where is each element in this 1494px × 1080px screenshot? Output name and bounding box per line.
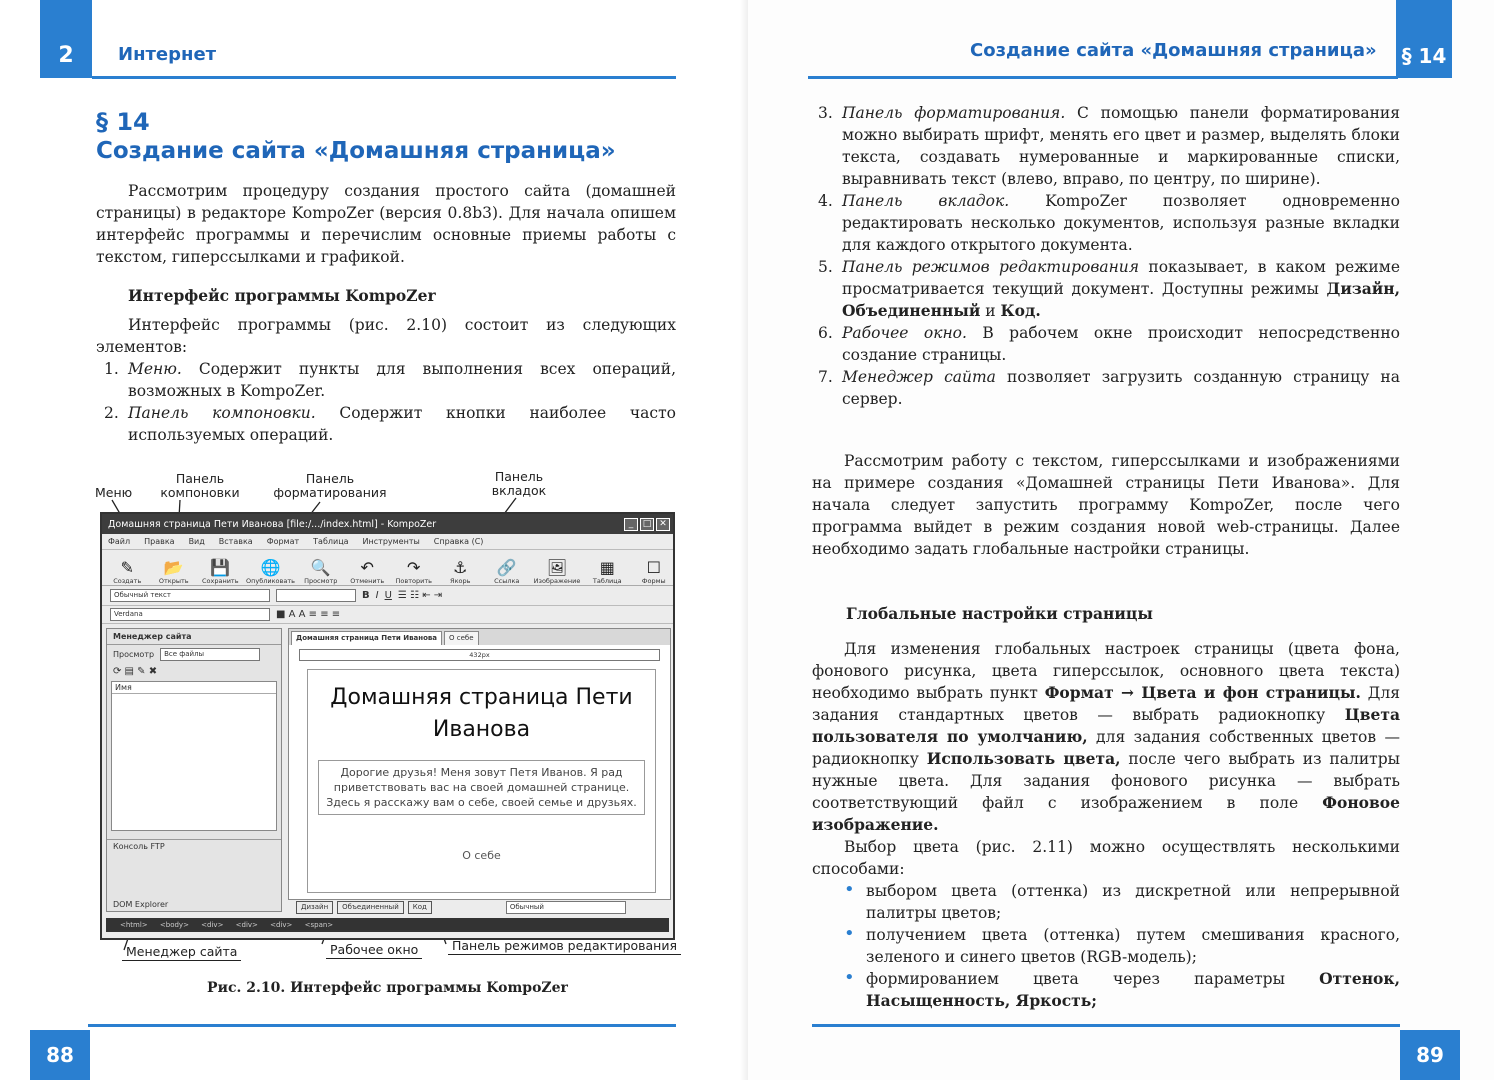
page-number-right: 89 [1400, 1030, 1460, 1080]
document-canvas[interactable] [307, 669, 656, 893]
mode-code[interactable]: Код [408, 901, 432, 914]
section-title: Создание сайта «Домашняя страница» [96, 138, 616, 164]
bold-icon[interactable]: B [362, 590, 370, 601]
p2-b: Формат → Цвета и фон страницы. [1044, 683, 1361, 702]
site-file-list[interactable] [111, 681, 277, 831]
paragraph-intro-right [812, 450, 1400, 560]
color-icon[interactable]: ■ A A ≡ ≡ ≡ [276, 609, 341, 620]
tool-icon: ⚓ [453, 558, 468, 577]
style-combo[interactable]: Обычный текст [110, 589, 270, 602]
mode-design[interactable]: Дизайн [296, 901, 333, 914]
list-item-number: 1. [104, 360, 119, 378]
tool-label: Просмотр [304, 577, 338, 585]
tool-label: Опубликовать [246, 577, 295, 585]
empty-combo[interactable] [276, 589, 356, 602]
tool-button[interactable] [201, 559, 240, 585]
menu-file[interactable]: Файл [108, 537, 131, 546]
bullet-text: выбором цвета (оттенка) из дискретной или непрерывной палитры цветов; [866, 882, 1400, 922]
tab-home-page[interactable]: Домашняя страница Пети Иванова [291, 631, 442, 645]
tab-about[interactable]: О себе [444, 631, 479, 645]
tool-icon: 💾 [210, 558, 231, 577]
para2 [812, 638, 1400, 836]
doc-paragraph: Дорогие друзья! Меня зовут Петя Иванов. Я рад приветствовать вас на своей домашней странице. Здесь я расскажу вам о себе, своей семье и друзьях. [318, 760, 645, 815]
list-item [818, 256, 1400, 322]
tool-icon: ☐ [646, 558, 661, 577]
tool-icon: 🔍 [310, 558, 331, 577]
list-item-text: позволяет загрузить созданную страницу на сервер. [842, 368, 1401, 408]
list-item-term: Рабочее окно. [842, 324, 967, 342]
para1: Рассмотрим работу с текстом, гиперссылками и изображениями на примере создания «Домашней страницы Пети Иванова». Для начала следует запустить программу KompoZer, после чего программа выйдет в режим создания новой web-страницы. Далее необходимо задать глобальные настройки страницы. [812, 452, 1400, 558]
list-item-number: 2. [104, 404, 119, 422]
p2-e: для задания собственных цветов — радиокнопку [812, 728, 1401, 768]
app-menubar [102, 534, 673, 550]
intro-text: Рассмотрим процедуру создания простого сайта (домашней страницы) в редакторе KompoZer (версия 0.8b3). Для начала опишем интерфейс программы и перечислим основные приемы работы с текстом, гиперссылками и графикой. [96, 182, 676, 266]
figure-caption: Рис. 2.10. Интерфейс программы KompoZer [207, 980, 568, 996]
label-work-window: Рабочее окно [326, 942, 422, 959]
modes-code: Код. [1000, 301, 1041, 320]
bullet-item [812, 924, 1400, 968]
tool-label: Повторить [395, 577, 432, 585]
p2-c: Для задания стандартных цветов — выбрать радиокнопку [812, 684, 1400, 724]
view-label: Просмотр [113, 650, 155, 659]
tool-button[interactable] [488, 559, 527, 585]
menu-table[interactable]: Таблица [313, 537, 349, 546]
list-item-text: В рабочем окне происходит непосредственно создание страницы. [842, 324, 1401, 364]
tool-icon: ↷ [407, 558, 421, 577]
menu-tools[interactable]: Инструменты [362, 537, 420, 546]
tool-icon: ✎ [120, 558, 134, 577]
list-item-term: Меню. [128, 360, 182, 378]
mode-split[interactable]: Объединенный [337, 901, 404, 914]
maximize-icon[interactable]: □ [640, 518, 654, 531]
work-window [288, 628, 671, 900]
minimize-icon[interactable]: _ [624, 518, 638, 531]
tool-label: Формы [641, 577, 666, 585]
doc-heading: Домашняя страница Пети Иванова [330, 685, 633, 742]
tool-button[interactable] [588, 559, 627, 585]
running-head-left: Интернет [118, 44, 217, 65]
list-item-number: 3. [818, 104, 833, 122]
site-manager-panel [106, 628, 282, 912]
list-item [818, 190, 1400, 256]
list-item-number: 4. [818, 192, 833, 210]
tool-button[interactable] [248, 559, 294, 585]
menu-help[interactable]: Справка (С) [433, 537, 484, 546]
tool-label: Изображение [533, 577, 581, 585]
list-item [818, 322, 1400, 366]
bullet-bold: Оттенок, Насыщенность, Яркость; [866, 969, 1400, 1010]
modes-and: и [980, 302, 1001, 320]
list-item-number: 6. [818, 324, 833, 342]
list-item-term: Панель вкладок. [842, 192, 1010, 210]
page-number-left: 88 [30, 1030, 90, 1080]
menu-format[interactable]: Формат [266, 537, 300, 546]
composition-toolbar [102, 550, 673, 586]
tool-icon: 🔗 [496, 558, 517, 577]
tool-button[interactable] [155, 559, 194, 585]
header-rule-right [808, 76, 1398, 79]
label-tabs-panel: Панель вкладок [491, 469, 547, 498]
column-name: Имя [112, 682, 276, 694]
global-settings-text [812, 638, 1400, 1012]
list-item [818, 366, 1400, 410]
tool-label: Открыть [158, 577, 189, 585]
tool-icon: 📂 [163, 558, 184, 577]
mode-combo[interactable]: Обычный [506, 901, 626, 914]
tool-label: Таблица [592, 577, 622, 585]
list-item-term: Панель режимов редактирования [842, 258, 1140, 276]
list-item-term: Менеджер сайта [842, 368, 996, 386]
section-number: § 14 [96, 108, 150, 136]
app-title: Домашняя страница Пети Иванова [file:/.../index.html] - KompoZer [108, 518, 437, 530]
list-icon[interactable]: ☰ ☷ ⇤ ⇥ [397, 590, 443, 601]
p2-a: Для изменения глобальных настроек страницы (цвета фона, фонового рисунка, цвета гиперссылок, основного цвета текста) необходимо выбрать пункт [812, 640, 1400, 702]
edit-modes-bar [288, 900, 671, 914]
footer-rule-left [88, 1024, 676, 1027]
tool-button[interactable] [441, 559, 480, 585]
doc-link[interactable]: О себе [462, 849, 501, 862]
site-manager-icons[interactable]: ⟳ ▤ ✎ ✖ [113, 666, 158, 677]
label-layout-panel: Панель компоновки [160, 471, 240, 500]
tool-icon: ↶ [360, 558, 374, 577]
tool-label: Ссылка [494, 577, 520, 585]
right-list-block [818, 102, 1400, 410]
para3: Выбор цвета (рис. 2.11) можно осуществлять несколькими способами: [812, 838, 1400, 878]
menu-insert[interactable]: Вставка [218, 537, 253, 546]
list-item [818, 102, 1400, 190]
bullet-item [812, 968, 1400, 1012]
tool-icon: 🌐 [260, 558, 281, 577]
tool-button[interactable] [534, 559, 580, 585]
app-titlebar [102, 514, 673, 534]
site-manager-title: Менеджер сайта [107, 629, 281, 645]
tool-icon: ▦ [599, 558, 615, 577]
width-ruler: 432px [299, 649, 660, 661]
tool-label: Сохранить [201, 577, 239, 585]
label-format-panel: Панель форматирования [273, 471, 387, 500]
italic-icon[interactable]: I [375, 590, 379, 601]
list-item-number: 5. [818, 258, 833, 276]
p2-f: Использовать цвета, [926, 749, 1121, 768]
bullet-item [812, 880, 1400, 924]
list-item-text: Содержит пункты для выполнения всех операций, возможных в KompoZer. [128, 360, 676, 400]
tool-label: Создать [113, 577, 142, 585]
p2-h: Фоновое изображение. [812, 793, 1400, 834]
dom-explorer[interactable]: DOM Explorer [113, 900, 169, 909]
label-site-manager: Менеджер сайта [122, 944, 241, 961]
tabs-bar [289, 629, 670, 645]
tool-label: Якорь [450, 577, 471, 585]
subheading-global-settings: Глобальные настройки страницы [846, 604, 1153, 623]
footer-rule-right [812, 1024, 1400, 1027]
p2-d: Цвета пользователя по умолчанию, [812, 705, 1400, 746]
bullet-dot-icon: • [844, 879, 855, 900]
tool-button[interactable] [348, 559, 387, 585]
list-item-term: Панель форматирования. [842, 104, 1066, 122]
label-modes-panel: Панель режимов редактирования [448, 938, 681, 955]
interface-intro: Интерфейс программы (рис. 2.10) состоит из следующих элементов: [96, 316, 676, 356]
chapter-number-box: 2 [40, 0, 92, 78]
filter-combo[interactable]: Все файлы [160, 648, 260, 661]
list-item-text: Содержит кнопки наиболее часто используемых операций. [128, 404, 676, 444]
list-item-term: Панель компоновки. [128, 404, 316, 422]
site-manager-filter-row [107, 645, 281, 664]
format-toolbar [102, 586, 673, 606]
tool-button[interactable] [108, 559, 147, 585]
font-toolbar [102, 606, 673, 624]
kompozer-window-figure [100, 512, 675, 940]
running-head-right: Создание сайта «Домашняя страница» [970, 40, 1377, 61]
list-item-text: С помощью панели форматирования можно выбирать шрифт, менять его цвет и размер, выделять блоки текста, создавать нумерованные и маркированные списки, выравнивать текст (влево, вправо, по центру, по ширине). [842, 104, 1401, 188]
list-item-number: 7. [818, 368, 833, 386]
subheading-interface: Интерфейс программы KompoZer [128, 286, 436, 305]
menu-view[interactable]: Вид [188, 537, 205, 546]
bullet-text: получением цвета (оттенка) путем смешивания красного, зеленого и синего цветов (RGB-модель); [866, 926, 1400, 966]
label-menu: Меню [95, 485, 133, 500]
right-page [748, 0, 1494, 1080]
tool-button[interactable] [302, 559, 341, 585]
tool-button[interactable] [635, 559, 674, 585]
close-icon[interactable]: ✕ [656, 518, 670, 531]
bullet-text: формированием цвета через параметры [866, 970, 1320, 988]
list-item-text: KompoZer позволяет одновременно редактировать несколько документов, используя разные вкладки для каждого открытого документа. [842, 192, 1400, 254]
tool-label: Отменить [350, 577, 385, 585]
tool-icon: 🖼 [546, 558, 568, 577]
underline-icon[interactable]: U [384, 590, 392, 601]
bullet-dot-icon: • [844, 923, 855, 944]
modes-bold: Дизайн, Объединенный [842, 279, 1400, 320]
list-item-text: показывает, в каком режиме просматривается текущий документ. Доступны режимы [842, 258, 1400, 298]
menu-edit[interactable]: Правка [144, 537, 175, 546]
chapter-tag-box: § 14 [1396, 0, 1452, 78]
font-combo[interactable]: Verdana [110, 608, 270, 621]
p2-g: после чего выбрать из палитры нужные цвета. Для задания фонового рисунка — выбрать соответствующий файл с изображением в поле [812, 750, 1401, 812]
ftp-console[interactable]: Консоль FTP [107, 839, 281, 853]
bullet-dot-icon: • [844, 967, 855, 988]
tool-button[interactable] [395, 559, 434, 585]
tag-bar: <html> <body> <div> <div> <div> <span> [106, 918, 669, 932]
